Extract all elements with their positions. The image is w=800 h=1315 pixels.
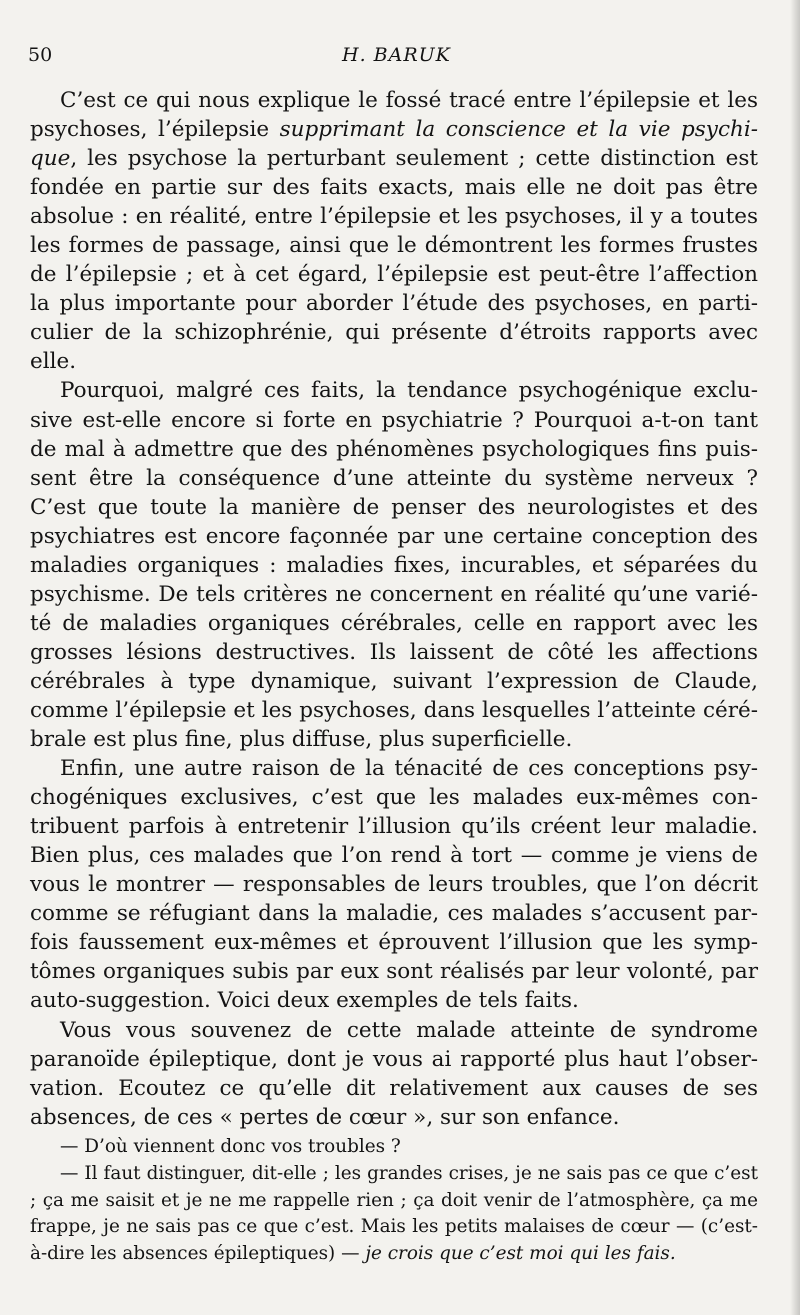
dialogue-block bbox=[30, 1134, 758, 1268]
dialogue-answer-text: — Il faut distinguer, dit-elle ; les grandes crises, je ne sais pas ce que c’est ; ça me saisit et je ne me rappelle rien ; ça doit venir de l’atmosphère, ça me frappe, je ne sais pas ce que c’est. Mais les petits malaises de cœur — (c’est-à-dire les absences épileptiques) — bbox=[30, 1162, 758, 1265]
page-header bbox=[28, 44, 772, 74]
paragraph-text: , les psychose la perturbant seulement ; cette distinction est fondée en partie sur des faits exacts, mais elle ne doit pas être absolue : en réalité, entre l’épilepsie et les psychoses, il y a toutes les formes de passage, ainsi que le démontrent les formes frustes de l’épilepsie ; et à cet égard, l’épilepsie est peut-être l’affection la plus importante pour aborder l’étude des psychoses, en particulier de la schizophrénie, qui présente d’étroits rapports avec elle. bbox=[30, 146, 758, 375]
dialogue-answer-italic: je crois que c’est moi qui les fais. bbox=[365, 1243, 676, 1265]
paragraph-patient-case: Vous vous souvenez de cette malade atteinte de syndrome paranoïde épileptique, dont je vous ai rapporté plus haut l’observation. Ecoutez ce qu’elle dit relativement aux causes de ses absences, de ces « pertes de cœur », sur son enfance. bbox=[30, 1017, 758, 1130]
dialogue-answer bbox=[30, 1161, 758, 1268]
running-head-author: H. BARUK bbox=[342, 44, 451, 66]
dialogue-question: — D’où viennent donc vos troubles ? bbox=[60, 1136, 401, 1157]
paragraph-epilepsy-psychoses bbox=[30, 86, 758, 376]
paragraph-psychogenic-tendency: Pourquoi, malgré ces faits, la tendance psychogénique exclusive est-elle encore si forte en psychiatrie ? Pourquoi a-t-on tant de mal à admettre que des phénomènes psychologiques fins puissent être la conséquence d’une atteinte du système nerveux ? C’est que toute la manière de penser des neurologistes et des psychiatres est encore façonnée par une certaine conception des maladies organiques : maladies fixes, incurables, et séparées du psychisme. De tels critères ne concernent en réalité qu’une variété de maladies organiques cérébrales, celle en rapport avec les grosses lésions destructives. Ils laissent de côté les affections cérébrales à type dynamique, suivant l’expression de Claude, comme l’épilepsie et les psychoses, dans lesquelles l’atteinte cérébrale est plus fine, plus diffuse, plus superficielle. bbox=[30, 378, 758, 753]
italic-phrase: supprimant la conscience et la vie psychique bbox=[30, 117, 758, 172]
page-number: 50 bbox=[28, 44, 53, 66]
paragraph-tenacity: Enfin, une autre raison de la ténacité de ces conceptions psychogéniques exclusives, c’est que les malades eux-mêmes contribuent parfois à entretenir l’illusion qu’ils créent leur maladie. Bien plus, ces malades que l’on rend à tort — comme je viens de vous le montrer — responsables de leurs troubles, que l’on décrit comme se réfugiant dans la maladie, ces malades s’accusent parfois faussement eux-mêmes et éprouvent l’illusion que les symptômes organiques subis par eux sont réalisés par leur volonté, par auto-suggestion. Voici deux exemples de tels faits. bbox=[30, 756, 758, 1014]
page-edge-shadow bbox=[790, 0, 800, 1315]
paragraph-text: C’est ce qui nous explique le fossé tracé entre l’épilepsie et les psychoses, l’épilepsie bbox=[30, 88, 758, 143]
body-text bbox=[30, 86, 758, 1132]
